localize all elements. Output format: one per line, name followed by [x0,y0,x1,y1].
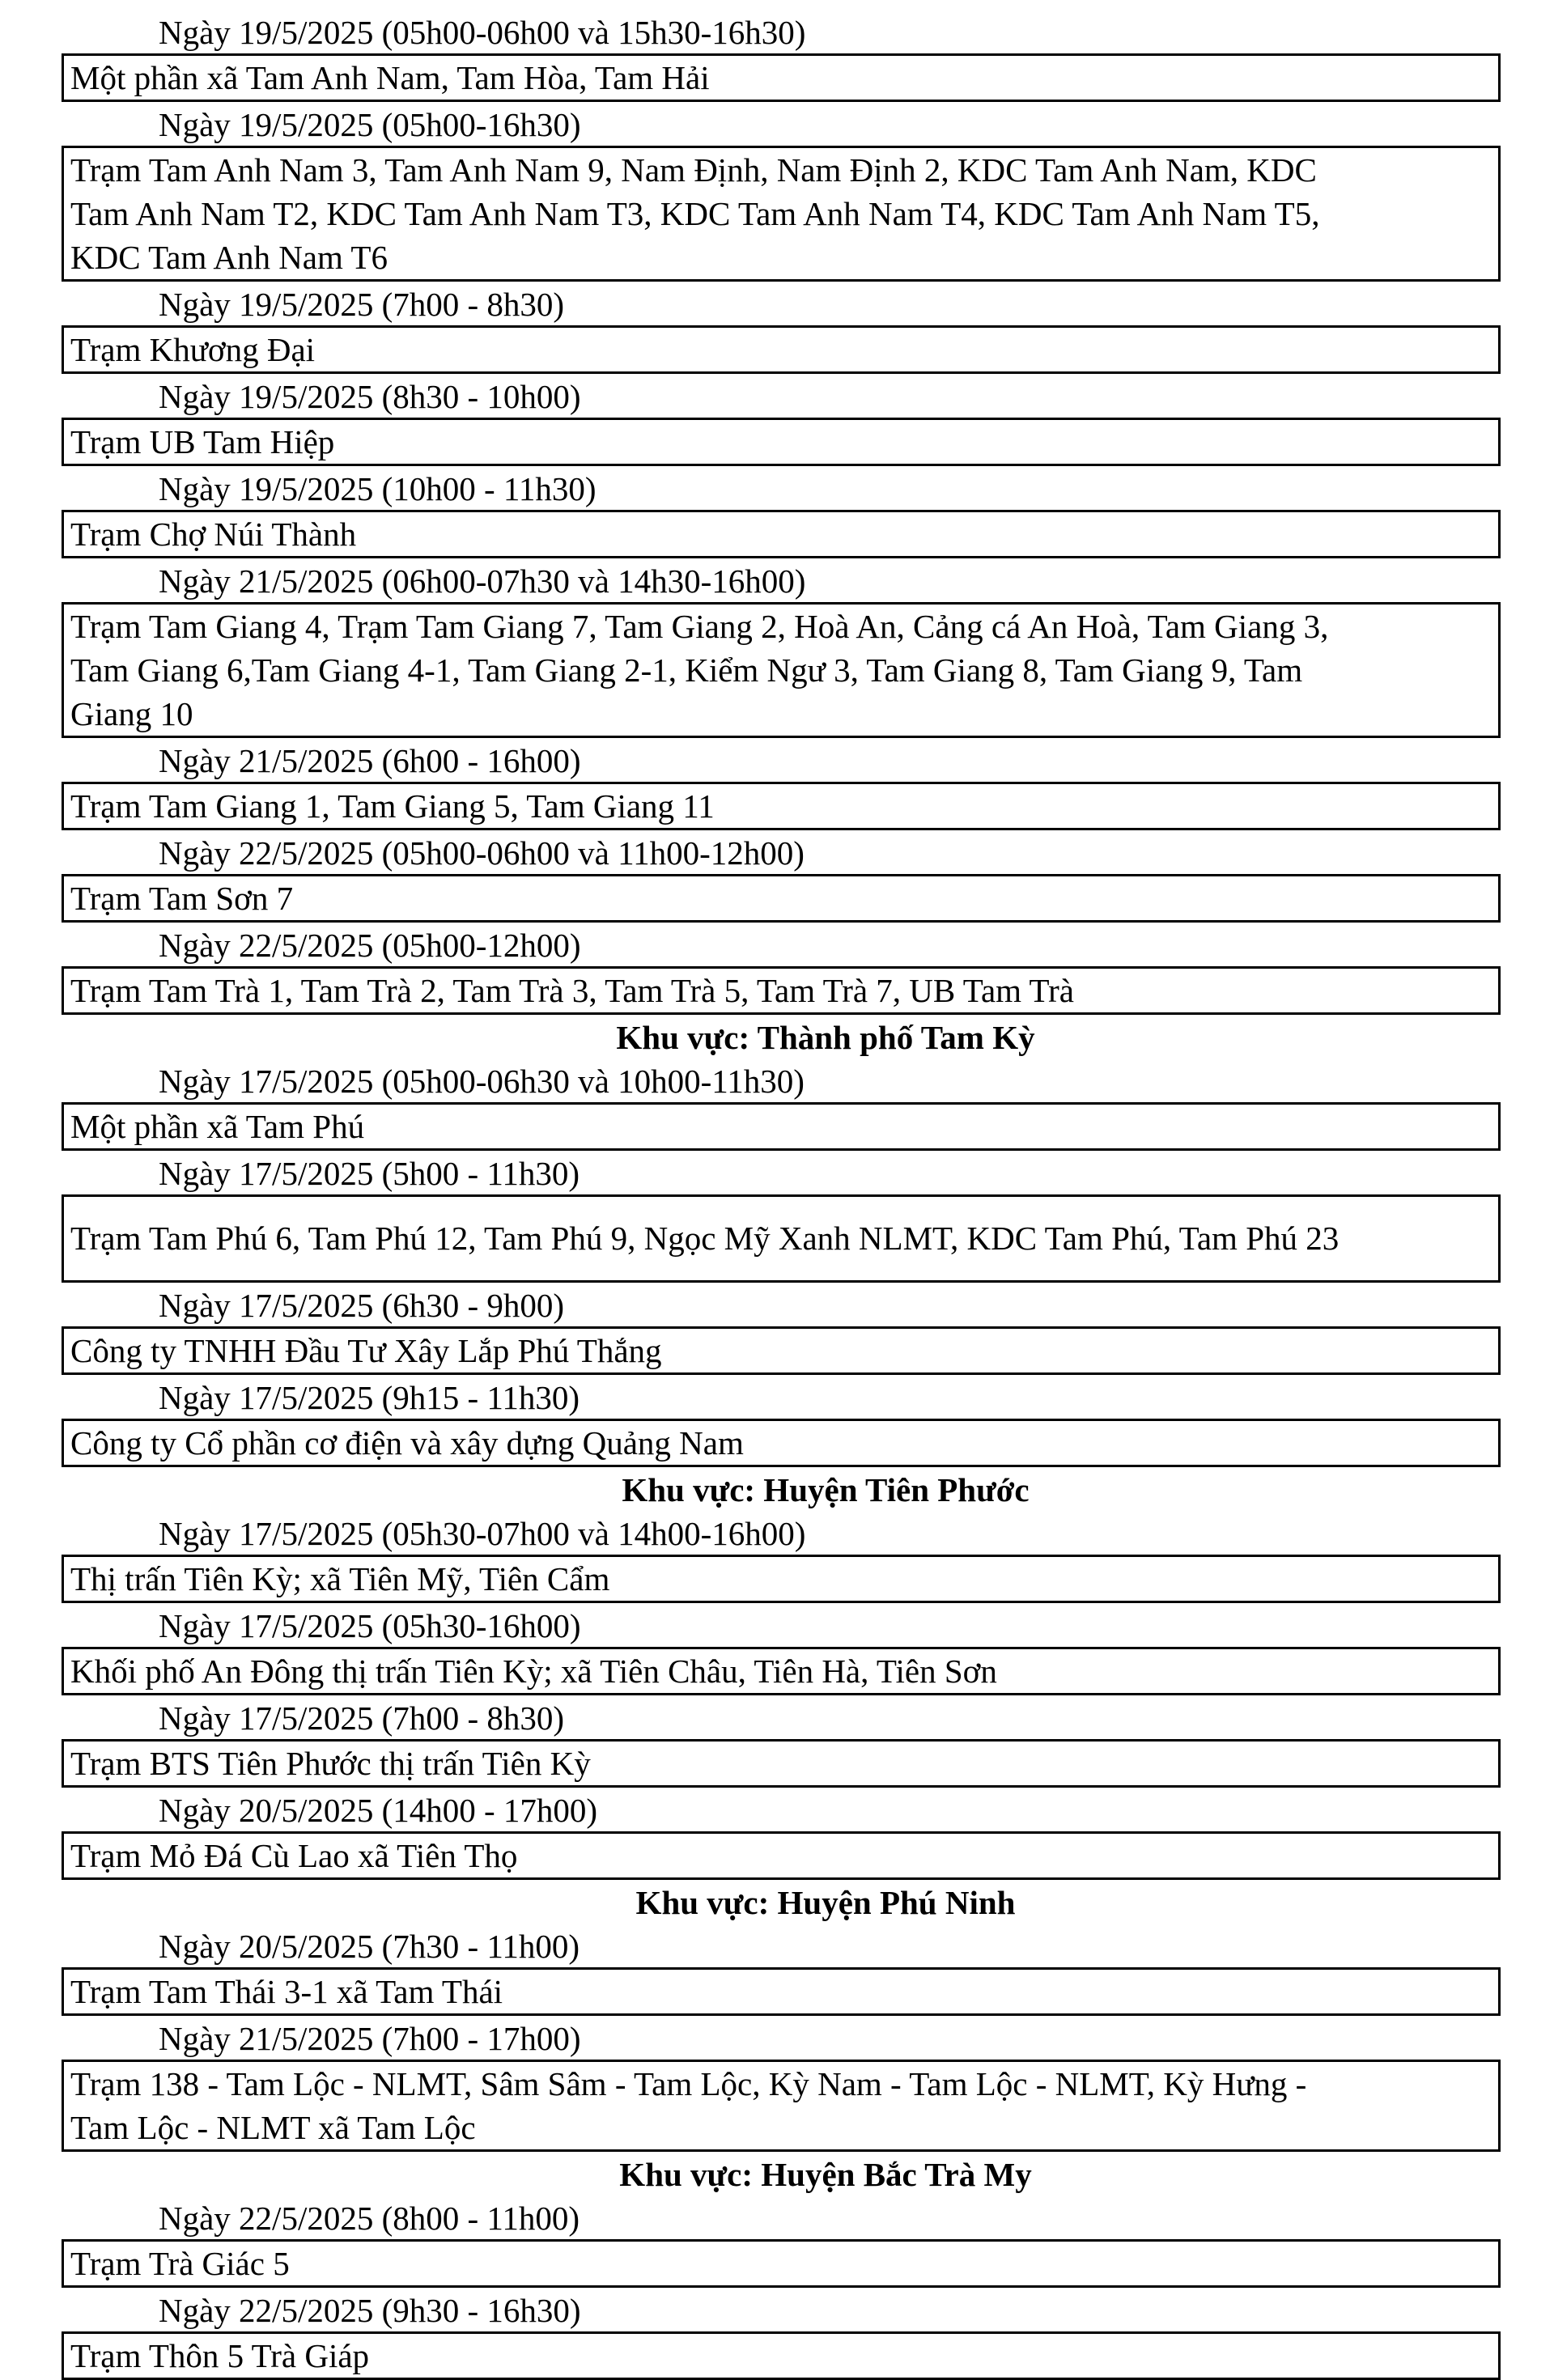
schedule-date-time: Ngày 21/5/2025 (06h00-07h30 và 14h30-16h00) [159,562,806,600]
affected-area-line: Trạm Chợ Núi Thành [70,515,357,553]
affected-area-box [62,1326,1501,1375]
schedule-date-time: Ngày 17/5/2025 (05h30-07h00 và 14h00-16h00) [159,1515,806,1552]
affected-area-line: KDC Tam Anh Nam T6 [70,239,388,276]
affected-area-box [62,1555,1501,1603]
region-heading: Khu vực: Huyện Phú Ninh [635,1884,1016,1921]
schedule-date-time: Ngày 19/5/2025 (8h30 - 10h00) [159,378,581,415]
schedule-date-time: Ngày 19/5/2025 (05h00-06h00 và 15h30-16h30) [159,14,806,51]
affected-area-box [62,325,1501,374]
affected-area-line: Trạm Khương Đại [70,331,316,368]
affected-area-line: Công ty TNHH Đầu Tư Xây Lắp Phú Thắng [70,1332,662,1369]
schedule-date-time: Ngày 22/5/2025 (05h00-12h00) [159,927,581,964]
affected-area-box [62,1419,1501,1467]
affected-area-line: Trạm Tam Giang 4, Trạm Tam Giang 7, Tam Giang 2, Hoà An, Cảng cá An Hoà, Tam Giang 3, [70,608,1329,645]
affected-area-line: Trạm Trà Giác 5 [70,2245,290,2282]
schedule-date-time: Ngày 17/5/2025 (9h15 - 11h30) [159,1379,580,1416]
affected-area-line: Tam Lộc - NLMT xã Tam Lộc [70,2109,476,2146]
affected-area-line: Trạm BTS Tiên Phước thị trấn Tiên Kỳ [70,1745,591,1782]
affected-area-box [62,602,1501,738]
schedule-date-time: Ngày 19/5/2025 (10h00 - 11h30) [159,470,597,507]
affected-area-line: Trạm Mỏ Đá Cù Lao xã Tiên Thọ [70,1837,518,1874]
affected-area-line: Trạm Tam Anh Nam 3, Tam Anh Nam 9, Nam Định, Nam Định 2, KDC Tam Anh Nam, KDC [70,151,1317,189]
affected-area-box [62,53,1501,102]
schedule-date-time: Ngày 19/5/2025 (05h00-16h30) [159,106,581,143]
affected-area-line: Một phần xã Tam Anh Nam, Tam Hòa, Tam Hải [70,59,710,96]
schedule-date-time: Ngày 21/5/2025 (7h00 - 17h00) [159,2020,581,2057]
schedule-date-time: Ngày 17/5/2025 (5h00 - 11h30) [159,1155,580,1192]
affected-area-box [62,510,1501,558]
schedule-date-time: Ngày 22/5/2025 (8h00 - 11h00) [159,2200,580,2237]
affected-area-line: Một phần xã Tam Phú [70,1108,365,1145]
schedule-date-time: Ngày 22/5/2025 (05h00-06h00 và 11h00-12h00) [159,834,805,872]
affected-area-line: Thị trấn Tiên Kỳ; xã Tiên Mỹ, Tiên Cẩm [70,1560,610,1597]
affected-area-line: Trạm Thôn 5 Trà Giáp [70,2337,370,2374]
schedule-date-time: Ngày 17/5/2025 (05h30-16h00) [159,1607,581,1644]
region-heading: Khu vực: Huyện Tiên Phước [622,1471,1030,1508]
affected-area-box [62,2331,1501,2380]
affected-area-line: Trạm Tam Trà 1, Tam Trà 2, Tam Trà 3, Tam Trà 5, Tam Trà 7, UB Tam Trà [70,972,1075,1009]
schedule-date-time: Ngày 20/5/2025 (14h00 - 17h00) [159,1792,598,1829]
schedule-date-time: Ngày 17/5/2025 (05h00-06h30 và 10h00-11h30) [159,1063,805,1100]
affected-area-line: Giang 10 [70,695,193,732]
affected-area-box [62,1102,1501,1151]
affected-area-line: Trạm UB Tam Hiệp [70,423,335,460]
schedule-date-time: Ngày 17/5/2025 (6h30 - 9h00) [159,1287,565,1324]
schedule-date-time: Ngày 17/5/2025 (7h00 - 8h30) [159,1699,565,1737]
affected-area-line: Trạm 138 - Tam Lộc - NLMT, Sâm Sâm - Tam Lộc, Kỳ Nam - Tam Lộc - NLMT, Kỳ Hưng - [70,2065,1307,2102]
affected-area-box [62,2239,1501,2288]
affected-area-box [62,2060,1501,2152]
affected-area-line: Tam Anh Nam T2, KDC Tam Anh Nam T3, KDC Tam Anh Nam T4, KDC Tam Anh Nam T5, [70,195,1320,232]
affected-area-box [62,1194,1501,1283]
region-heading: Khu vực: Huyện Bắc Trà My [619,2156,1032,2193]
affected-area-box [62,1647,1501,1695]
affected-area-box [62,1831,1501,1880]
schedule-date-time: Ngày 20/5/2025 (7h30 - 11h00) [159,1928,580,1965]
affected-area-line: Trạm Tam Sơn 7 [70,880,294,917]
affected-area-box [62,146,1501,282]
affected-area-box [62,966,1501,1015]
affected-area-box [62,418,1501,466]
affected-area-line: Trạm Tam Giang 1, Tam Giang 5, Tam Giang 11 [70,787,715,825]
affected-area-line: Khối phố An Đông thị trấn Tiên Kỳ; xã Tiên Châu, Tiên Hà, Tiên Sơn [70,1652,997,1690]
affected-area-box [62,874,1501,923]
affected-area-line: Trạm Tam Thái 3-1 xã Tam Thái [70,1973,503,2010]
affected-area-box [62,1967,1501,2016]
affected-area-box [62,782,1501,830]
affected-area-line: Trạm Tam Phú 6, Tam Phú 12, Tam Phú 9, Ngọc Mỹ Xanh NLMT, KDC Tam Phú, Tam Phú 23 [70,1220,1340,1257]
region-heading: Khu vực: Thành phố Tam Kỳ [616,1019,1035,1056]
affected-area-line: Công ty Cổ phần cơ điện và xây dựng Quảng Nam [70,1424,744,1462]
affected-area-box [62,1739,1501,1788]
affected-area-line: Tam Giang 6,Tam Giang 4-1, Tam Giang 2-1, Kiểm Ngư 3, Tam Giang 8, Tam Giang 9, Tam [70,651,1303,689]
schedule-date-time: Ngày 22/5/2025 (9h30 - 16h30) [159,2292,581,2329]
schedule-date-time: Ngày 21/5/2025 (6h00 - 16h00) [159,742,581,779]
schedule-date-time: Ngày 19/5/2025 (7h00 - 8h30) [159,286,565,323]
